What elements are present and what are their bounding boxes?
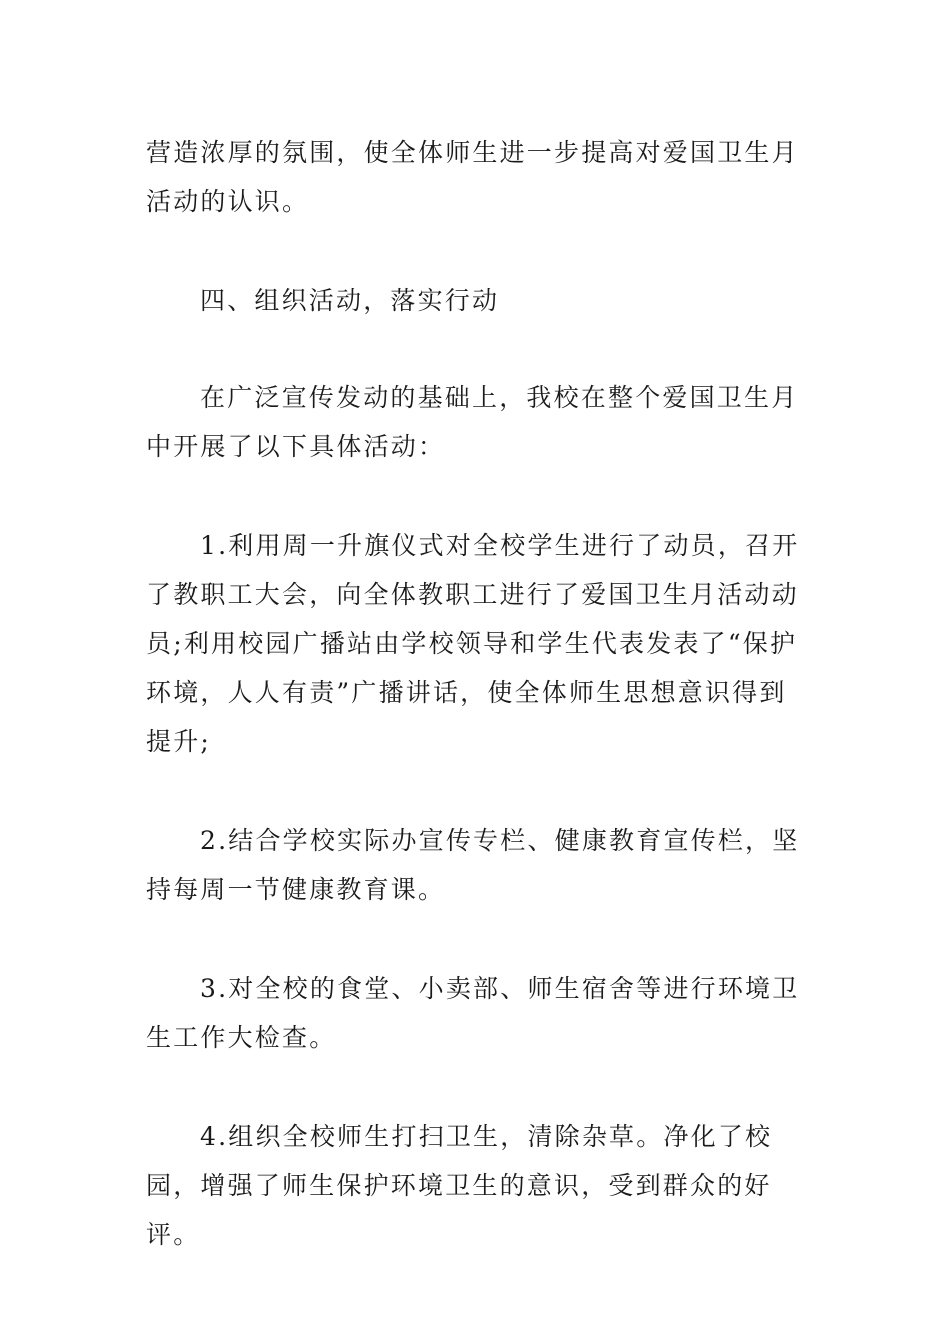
document-body xyxy=(146,128,810,1309)
section-heading: 四、组织活动，落实行动 xyxy=(200,286,500,315)
list-item-3: 3.对全校的食堂、小卖部、师生宿舍等进行环境卫生工作大检查。 xyxy=(146,974,800,1052)
paragraph-intro: 在广泛宣传发动的基础上，我校在整个爱国卫生月中开展了以下具体活动： xyxy=(146,383,799,461)
paragraph-continuation: 营造浓厚的氛围，使全体师生进一步提高对爱国卫生月活动的认识。 xyxy=(146,138,799,216)
list-item-2: 2.结合学校实际办宣传专栏、健康教育宣传栏，坚持每周一节健康教育课。 xyxy=(146,826,800,904)
list-item-1: 1.利用周一升旗仪式对全校学生进行了动员，召开了教职工大会，向全体教职工进行了爱国卫生月活动动员;利用校园广播站由学校领导和学生代表发表了“保护环境，人人有责”广播讲话，使全体师生思想意识得到提升; xyxy=(146,531,800,756)
list-item-4: 4.组织全校师生打扫卫生，清除杂草。净化了校园，增强了师生保护环境卫生的意识，受到群众的好评。 xyxy=(146,1122,773,1249)
